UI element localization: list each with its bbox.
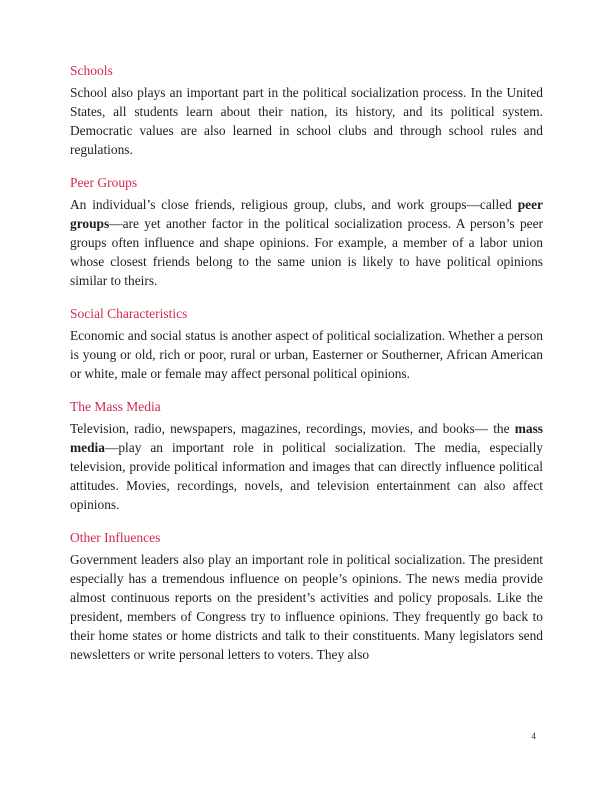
section-heading: Schools <box>70 63 113 78</box>
text-run: —are yet another factor in the political socialization process. A person’s peer groups often influence and shape opinions. For example, a member of a labor union whose closest friends belong to the same union is likely to have political opinions similar to theirs. <box>70 216 543 288</box>
bold-term: mass media <box>70 421 543 455</box>
text-run: Television, radio, newspapers, magazines, recordings, movies, and books— the <box>70 421 515 436</box>
text-run: School also plays an important part in the political socialization process. In the United States, all students learn about their nation, its history, and its political system. Democratic values are also learned in school clubs and through school rules and regulations. <box>70 85 543 157</box>
page-number: 4 <box>531 732 536 742</box>
text-run: An individual’s close friends, religious group, clubs, and work groups—called <box>70 197 518 212</box>
section-heading: The Mass Media <box>70 399 161 414</box>
body-paragraph <box>70 195 543 290</box>
page-content <box>70 62 543 664</box>
body-paragraph <box>70 83 543 159</box>
section-heading: Social Characteristics <box>70 306 188 321</box>
body-paragraph <box>70 419 543 514</box>
text-run: Economic and social status is another aspect of political socialization. Whether a person is young or old, rich or poor, rural or urban, Easterner or Southerner, African American or white, male or female may affect personal political opinions. <box>70 328 543 381</box>
section-heading: Other Influences <box>70 530 161 545</box>
text-run: —play an important role in political socialization. The media, especially television, provide political information and images that can directly influence political attitudes. Movies, recordings, novels, and television entertainment can also affect opinions. <box>70 440 543 512</box>
section-heading: Peer Groups <box>70 175 138 190</box>
bold-term: peer groups <box>70 197 543 231</box>
body-paragraph <box>70 550 543 664</box>
body-paragraph <box>70 326 543 383</box>
text-run: Government leaders also play an important role in political socialization. The president especially has a tremendous influence on people’s opinions. The news media provide almost continuous reports on the president’s activities and policy proposals. Like the president, members of Congress try to influence opinions. They frequently go back to their home states or home districts and talk to their constituents. Many legislators send newsletters or write personal letters to voters. They also <box>70 552 543 662</box>
